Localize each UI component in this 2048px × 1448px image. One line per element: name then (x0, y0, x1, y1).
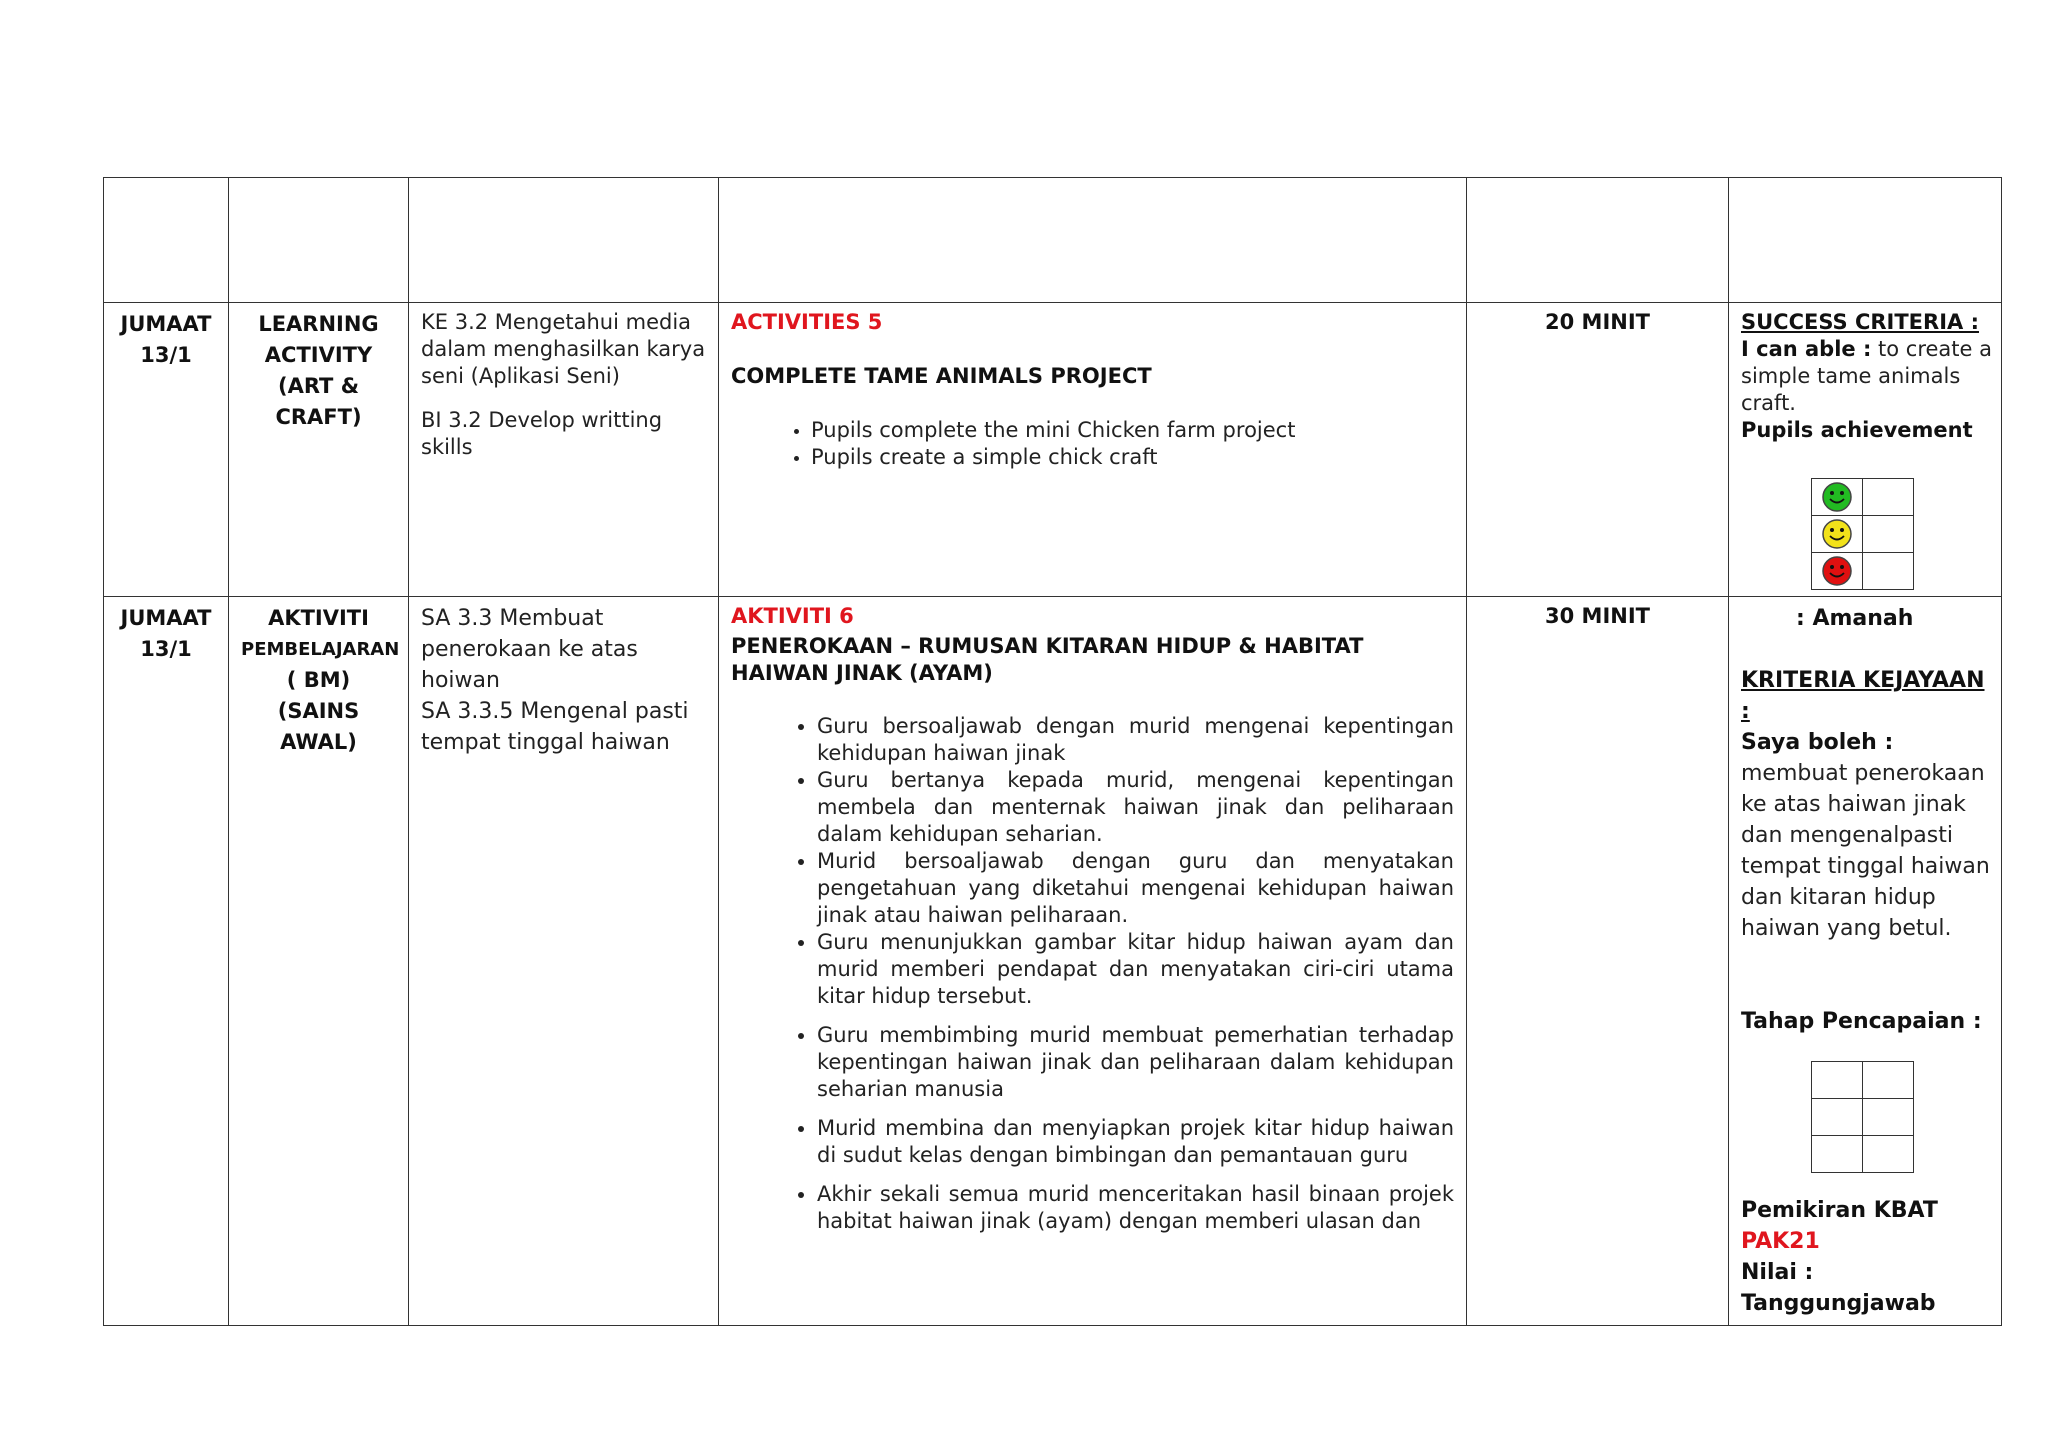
achievement-face-grid (1811, 478, 1914, 590)
table-row-sains-awal (104, 597, 2002, 1326)
subject-line: (ART & CRAFT) (275, 374, 362, 429)
standard-text: KE 3.2 Mengetahui media dalam menghasilkan karya seni (Aplikasi Seni) (421, 310, 706, 388)
table-row-empty (104, 178, 2002, 303)
smiley-red-icon (1821, 555, 1853, 587)
grade-cell (1863, 479, 1914, 516)
nilai-label: Nilai : Tanggungjawab (1741, 1260, 1936, 1316)
duration-label: 30 MINIT (1545, 604, 1650, 628)
subject-cell (229, 303, 409, 597)
criteria-lead: I can able : (1741, 337, 1872, 361)
activity-list (731, 417, 1454, 471)
subject-cell (229, 597, 409, 1326)
kbat-label: Pemikiran KBAT (1741, 1198, 1938, 1223)
grid-cell (1812, 1062, 1863, 1099)
grid-cell (1863, 1099, 1914, 1136)
day-cell (104, 597, 229, 1326)
criteria-lead: Saya boleh : (1741, 730, 1894, 755)
cell-empty (719, 178, 1467, 303)
list-item: • Guru bersoaljawab dengan murid mengenai kepentingan kehidupan haiwan jinak (817, 713, 1454, 767)
standard-cell (409, 303, 719, 597)
criteria-title: KRITERIA KEJAYAAN : (1741, 668, 1985, 724)
subject-line: PEMBELAJARAN (241, 639, 400, 660)
standard-text: SA 3.3 Membuat penerokaan ke atas hoiwan (421, 606, 638, 693)
face-cell (1812, 516, 1863, 553)
tahap-label: Tahap Pencapaian : (1741, 1009, 1982, 1034)
grid-cell (1863, 1062, 1914, 1099)
cell-empty (1729, 178, 2002, 303)
cell-empty (229, 178, 409, 303)
grid-cell (1812, 1136, 1863, 1173)
achievement-label: Pupils achievement (1741, 418, 1973, 442)
standard-cell (409, 597, 719, 1326)
grid-cell (1863, 1136, 1914, 1173)
list-item: • Guru menunjukkan gambar kitar hidup haiwan ayam dan murid memberi pendapat dan menyatakan ciri-ciri utama kitar hidup tersebut. (817, 929, 1454, 1010)
list-item: • Pupils complete the mini Chicken farm project (811, 417, 1454, 444)
subject-line: ( BM) (286, 668, 351, 692)
list-item: • Murid bersoaljawab dengan guru dan menyatakan pengetahuan yang diketahui mengenai kehidupan haiwan jinak atau haiwan peliharaan. (817, 848, 1454, 929)
activity-list (731, 713, 1454, 1235)
duration-cell (1467, 597, 1729, 1326)
subject-line: AKTIVITI (268, 606, 369, 630)
cell-empty (104, 178, 229, 303)
table-row-art-craft (104, 303, 2002, 597)
cell-empty (409, 178, 719, 303)
criteria-text: membuat penerokaan ke atas haiwan jinak dan mengenalpasti tempat tinggal haiwan dan kitaran hidup haiwan yang betul. (1741, 761, 1990, 941)
standard-text: SA 3.3.5 Mengenal pasti tempat tinggal haiwan (421, 699, 689, 755)
criteria-text: to create a simple tame animals craft. (1741, 337, 1992, 415)
list-item: • Pupils create a simple chick craft (811, 444, 1454, 471)
list-item: • Guru membimbing murid membuat pemerhatian terhadap kepentingan haiwan jinak dan peliharaan dalam kehidupan seharian manusia (817, 1022, 1454, 1103)
pak21-label: PAK21 (1741, 1229, 1820, 1254)
date-label: 13/1 (140, 637, 192, 661)
criteria-title: SUCCESS CRITERIA : (1741, 310, 1979, 334)
date-label: 13/1 (140, 343, 192, 367)
activity-title: AKTIVITI 6 (731, 604, 854, 628)
day-cell (104, 303, 229, 597)
cell-empty (1467, 178, 1729, 303)
smiley-green-icon (1821, 481, 1853, 513)
subject-line: ACTIVITY (264, 343, 373, 367)
criteria-text-block (1741, 336, 1993, 417)
day-label: JUMAAT (120, 312, 212, 336)
criteria-cell (1729, 303, 2002, 597)
face-cell (1812, 479, 1863, 516)
day-label: JUMAAT (120, 606, 212, 630)
face-cell (1812, 553, 1863, 590)
standard-text: BI 3.2 Develop writting skills (421, 408, 663, 459)
list-item: • Guru bertanya kepada murid, mengenai kepentingan membela dan menternak haiwan jinak dan peliharaan dalam kehidupan seharian. (817, 767, 1454, 848)
tahap-grid (1811, 1061, 1914, 1173)
criteria-cell (1729, 597, 2002, 1326)
grid-cell (1812, 1099, 1863, 1136)
list-item: • Akhir sekali semua murid menceritakan hasil binaan projek habitat haiwan jinak (ayam) dengan memberi ulasan dan (817, 1181, 1454, 1235)
activity-heading: PENEROKAAN – RUMUSAN KITARAN HIDUP & HABITAT HAIWAN JINAK (AYAM) (731, 634, 1364, 685)
activity-title: ACTIVITIES 5 (731, 310, 883, 334)
activity-heading: COMPLETE TAME ANIMALS PROJECT (731, 364, 1152, 388)
grade-cell (1863, 516, 1914, 553)
list-item: • Murid membina dan menyiapkan projek kitar hidup haiwan di sudut kelas dengan bimbingan dan pemantauan guru (817, 1115, 1454, 1169)
grade-cell (1863, 553, 1914, 590)
duration-cell (1467, 303, 1729, 597)
activity-cell (719, 597, 1467, 1326)
subject-line: (SAINS AWAL) (277, 699, 360, 754)
criteria-text-block (1741, 727, 1993, 944)
duration-label: 20 MINIT (1545, 310, 1650, 334)
smiley-yellow-icon (1821, 518, 1853, 550)
value-amanah: : Amanah (1796, 606, 1914, 631)
activity-cell (719, 303, 1467, 597)
lesson-plan-table (103, 177, 2002, 1326)
subject-line: LEARNING (258, 312, 379, 336)
